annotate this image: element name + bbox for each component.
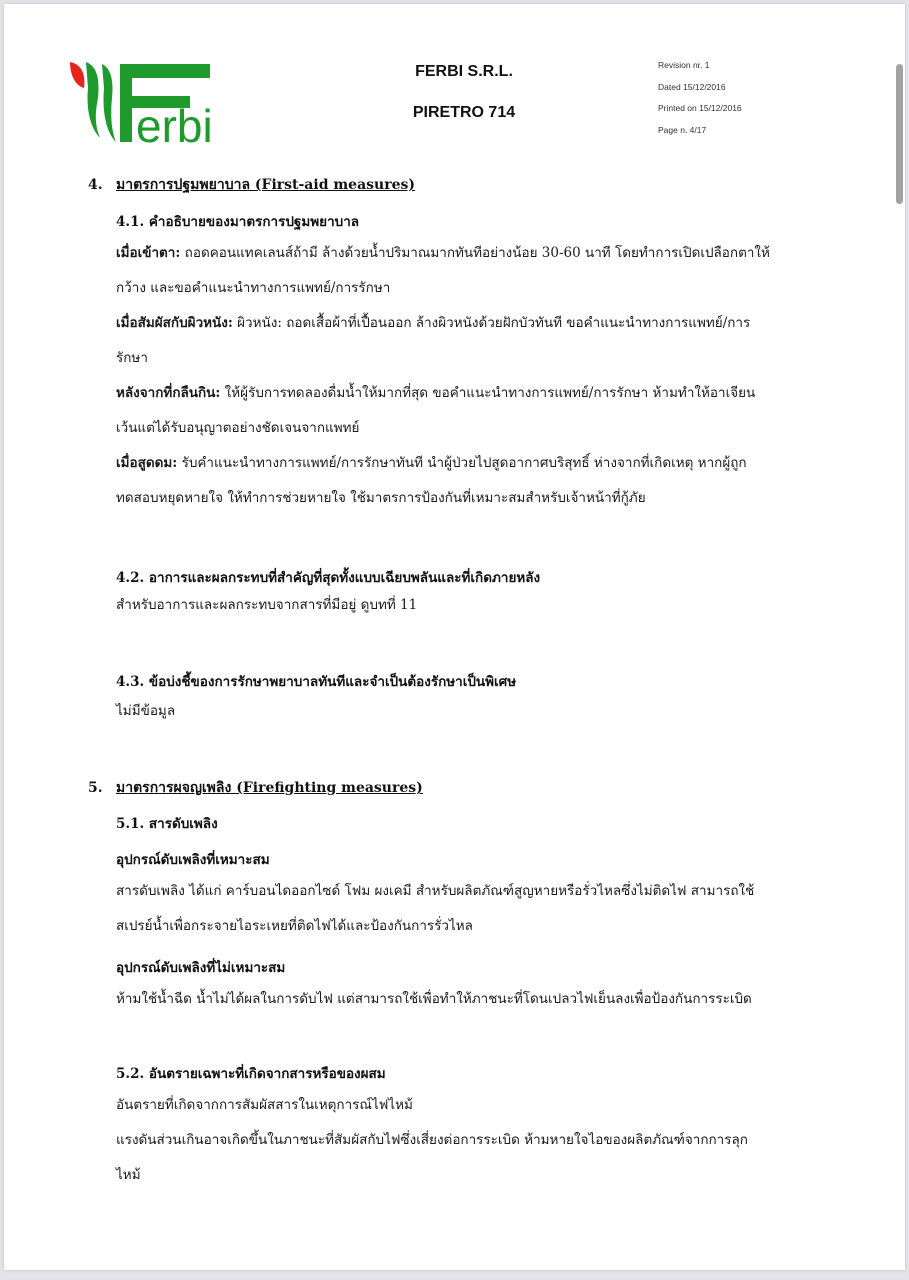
eyes-text: ถอดคอนแทคเลนส์ถ้ามี ล้างด้วยน้ำปริมาณมากทันทีอย่างน้อย 30-60 นาที โดยทำการเปิดเปลือกตาให้ <box>180 245 770 261</box>
eyes-paragraph <box>116 236 856 306</box>
subsection-4-2-text: สำหรับอาการและผลกระทบจากสารที่มีอยู่ ดูบทที่ 11 <box>116 597 418 613</box>
printed-date: Printed on 15/12/2016 <box>658 103 742 113</box>
section-4-heading <box>88 174 415 196</box>
subsection-5-2-text <box>116 1088 856 1193</box>
revision-number: Revision nr. 1 <box>658 60 710 70</box>
ingestion-text-cont: เว้นแต่ได้รับอนุญาตอย่างชัดเจนจากแพทย์ <box>116 420 360 436</box>
inhalation-label: เมื่อสูดดม: <box>116 455 178 471</box>
subsection-5-2-heading: 5.2. อันตรายเฉพาะที่เกิดจากสารหรือของผสม <box>116 1066 386 1082</box>
hazard-line: แรงดันส่วนเกินอาจเกิดขึ้นในภาชนะที่สัมผัสกับไฟซึ่งเสี่ยงต่อการระเบิด ห้ามหายใจไอของผลิตภัณฑ์จากการลุก <box>116 1132 748 1148</box>
section-number: 5. <box>88 780 103 796</box>
skin-label: เมื่อสัมผัสกับผิวหนัง: <box>116 315 233 331</box>
ingestion-label: หลังจากที่กลืนกิน: <box>116 385 221 401</box>
skin-text-cont: รักษา <box>116 350 148 366</box>
subsection-5-1-heading: 5.1. สารดับเพลิง <box>116 816 218 832</box>
unsuitable-media-heading: อุปกรณ์ดับเพลิงที่ไม่เหมาะสม <box>116 960 286 976</box>
ingestion-paragraph <box>116 376 856 446</box>
hazard-line: ไหม้ <box>116 1167 141 1183</box>
skin-paragraph <box>116 306 856 376</box>
suitable-media-line: สเปรย์น้ำเพื่อกระจายไอระเหยที่ติดไฟได้และป้องกันการรั่วไหล <box>116 918 473 934</box>
section-number: 4. <box>88 177 103 193</box>
subsection-4-3-text: ไม่มีข้อมูล <box>116 703 176 719</box>
section-5-heading <box>88 777 423 799</box>
inhalation-text: รับคำแนะนำทางการแพทย์/การรักษาทันที นำผู้ป่วยไปสูดอากาศบริสุทธิ์ ห่างจากที่เกิดเหตุ หากผู้ถูก <box>177 455 747 471</box>
section-title: มาตรการผจญเพลิง (Firefighting measures) <box>116 780 423 796</box>
product-name: PIRETRO 714 <box>412 104 516 121</box>
svg-text:erbi: erbi <box>136 100 213 150</box>
suitable-media-line: สารดับเพลิง ได้แก่ คาร์บอนไดออกไซด์ โฟม ผงเคมี สำหรับผลิตภัณฑ์สูญหายหรือรั่วไหลซึ่งไม่ติดไฟ สามารถใช้ <box>116 883 755 899</box>
page-number: Page n. 4/17 <box>658 125 707 135</box>
eyes-text-cont: กว้าง และขอคำแนะนำทางการแพทย์/การรักษา <box>116 280 391 296</box>
skin-text: ผิวหนัง: ถอดเสื้อผ้าที่เปื้อนออก ล้างผิวหนังด้วยฝักบัวทันที ขอคำแนะนำทางการแพทย์/การ <box>232 315 751 331</box>
green-leaf-icon <box>86 62 100 138</box>
hazard-line: อันตรายที่เกิดจากการสัมผัสสารในเหตุการณ์ไฟไหม้ <box>116 1097 413 1113</box>
suitable-media-text <box>116 874 856 944</box>
subsection-4-1-heading: 4.1. คำอธิบายของมาตรการปฐมพยาบาล <box>116 214 360 230</box>
subsection-4-2-heading: 4.2. อาการและผลกระทบที่สำคัญที่สุดทั้งแบบเฉียบพลันและที่เกิดภายหลัง <box>116 570 541 586</box>
ingestion-text: ให้ผู้รับการทดลองดื่มน้ำให้มากที่สุด ขอคำแนะนำทางการแพทย์/การรักษา ห้ามทำให้อาเจียน <box>220 385 756 401</box>
red-leaf-icon <box>70 62 84 88</box>
unsuitable-media-text: ห้ามใช้น้ำฉีด น้ำไม่ได้ผลในการดับไฟ แต่สามารถใช้เพื่อทำให้ภาชนะที่โดนเปลวไฟเย็นลงเพื่อป้องกันการระเบิด <box>116 991 752 1007</box>
dated: Dated 15/12/2016 <box>658 82 726 92</box>
document-page <box>4 4 905 1270</box>
section-title: มาตรการปฐมพยาบาล (First-aid measures) <box>116 177 416 193</box>
inhalation-paragraph <box>116 446 856 516</box>
eyes-label: เมื่อเข้าตา: <box>116 245 181 261</box>
inhalation-text-cont: ทดสอบหยุดหายใจ ให้ทำการช่วยหายใจ ใช้มาตรการป้องกันที่เหมาะสมสำหรับเจ้าหน้าที่กู้ภัย <box>116 490 646 506</box>
suitable-media-heading: อุปกรณ์ดับเพลิงที่เหมาะสม <box>116 852 270 868</box>
ferbi-logo <box>66 58 266 150</box>
subsection-4-3-heading: 4.3. ข้อบ่งชี้ของการรักษาพยาบาลทันทีและจำเป็นต้องรักษาเป็นพิเศษ <box>116 674 517 690</box>
company-name: FERBI S.R.L. <box>415 63 513 80</box>
vertical-scrollbar-thumb[interactable] <box>896 64 903 204</box>
